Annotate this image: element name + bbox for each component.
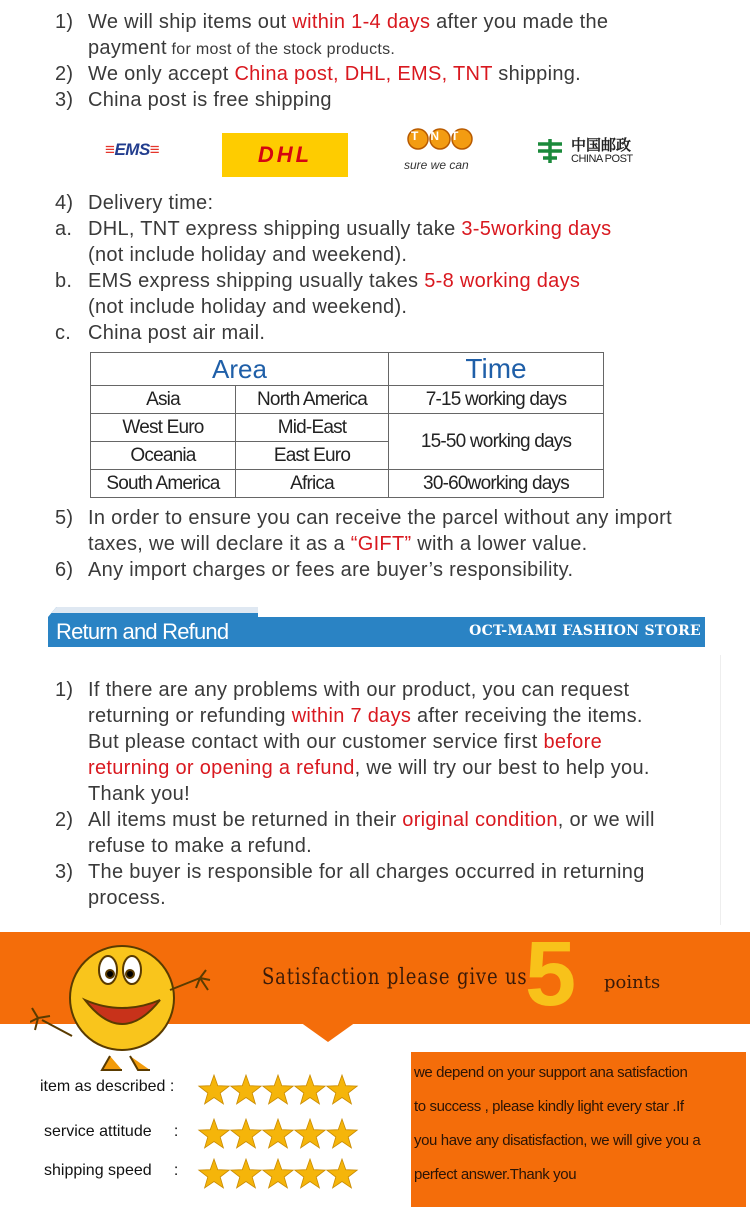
message-line: to success , please kindly light every star .If bbox=[414, 1098, 684, 1115]
star-icon[interactable] bbox=[231, 1075, 261, 1104]
rating-label: service attitude : bbox=[44, 1123, 179, 1140]
table-cell: South America bbox=[91, 470, 236, 498]
table-cell: Oceania bbox=[91, 442, 236, 470]
star-icon[interactable] bbox=[327, 1119, 357, 1148]
table-cell: Africa bbox=[236, 470, 389, 498]
table-row bbox=[91, 386, 604, 414]
star-icon[interactable] bbox=[327, 1075, 357, 1104]
table-cell: North America bbox=[236, 386, 389, 414]
message-line: you have any disatisfaction, we will give you a bbox=[414, 1132, 701, 1149]
china-post-logo: 中国邮政 CHINA POST bbox=[535, 134, 645, 174]
table-cell: 7-15 working days bbox=[389, 386, 604, 414]
table-header-row bbox=[91, 353, 604, 386]
star-icon[interactable] bbox=[295, 1159, 325, 1188]
table-cell: East Euro bbox=[236, 442, 389, 470]
return-refund-banner bbox=[48, 617, 705, 647]
message-line: perfect answer.Thank you bbox=[414, 1166, 577, 1183]
table-cell: 30-60working days bbox=[389, 470, 604, 498]
rating-label: shipping speed : bbox=[44, 1162, 179, 1179]
table-cell: West Euro bbox=[91, 414, 236, 442]
support-message bbox=[411, 1052, 746, 1207]
satisfaction-text: Satisfaction please give us bbox=[262, 965, 528, 990]
shipping-time-table bbox=[90, 352, 604, 498]
table-cell: 15-50 working days bbox=[389, 414, 604, 470]
china-post-mark-icon bbox=[535, 136, 565, 166]
table-cell: Mid-East bbox=[236, 414, 389, 442]
star-icon[interactable] bbox=[295, 1119, 325, 1148]
star-icon[interactable] bbox=[263, 1119, 293, 1148]
banner-title: Return and Refund bbox=[56, 619, 229, 644]
divider bbox=[720, 655, 721, 925]
star-rating-row[interactable] bbox=[197, 1158, 362, 1192]
star-icon[interactable] bbox=[199, 1119, 229, 1148]
star-icon[interactable] bbox=[231, 1119, 261, 1148]
star-rating-row[interactable] bbox=[197, 1118, 362, 1152]
star-icon[interactable] bbox=[263, 1159, 293, 1188]
star-icon[interactable] bbox=[327, 1159, 357, 1188]
rating-label: item as described : bbox=[40, 1078, 175, 1095]
ems-logo: ≡ EMS ≡ bbox=[105, 140, 159, 160]
smiley-mascot-icon bbox=[30, 938, 215, 1073]
store-name: OCT-MAMI FASHION STORE bbox=[469, 623, 701, 639]
dhl-logo: DHL bbox=[222, 133, 348, 177]
table-cell: Asia bbox=[91, 386, 236, 414]
tnt-logo: TNT sure we can bbox=[400, 125, 480, 180]
star-rating-row[interactable] bbox=[197, 1074, 362, 1108]
message-line: we depend on your support ana satisfaction bbox=[414, 1064, 688, 1081]
time-header: Time bbox=[389, 353, 604, 386]
points-label: points bbox=[604, 972, 661, 993]
table-row bbox=[91, 470, 604, 498]
five-number: 5 bbox=[525, 923, 577, 1025]
star-icon[interactable] bbox=[295, 1075, 325, 1104]
table-row bbox=[91, 414, 604, 442]
area-header: Area bbox=[91, 353, 389, 386]
star-icon[interactable] bbox=[263, 1075, 293, 1104]
banner-notch bbox=[300, 1022, 356, 1042]
star-icon[interactable] bbox=[199, 1159, 229, 1188]
star-icon[interactable] bbox=[231, 1159, 261, 1188]
star-icon[interactable] bbox=[199, 1075, 229, 1104]
